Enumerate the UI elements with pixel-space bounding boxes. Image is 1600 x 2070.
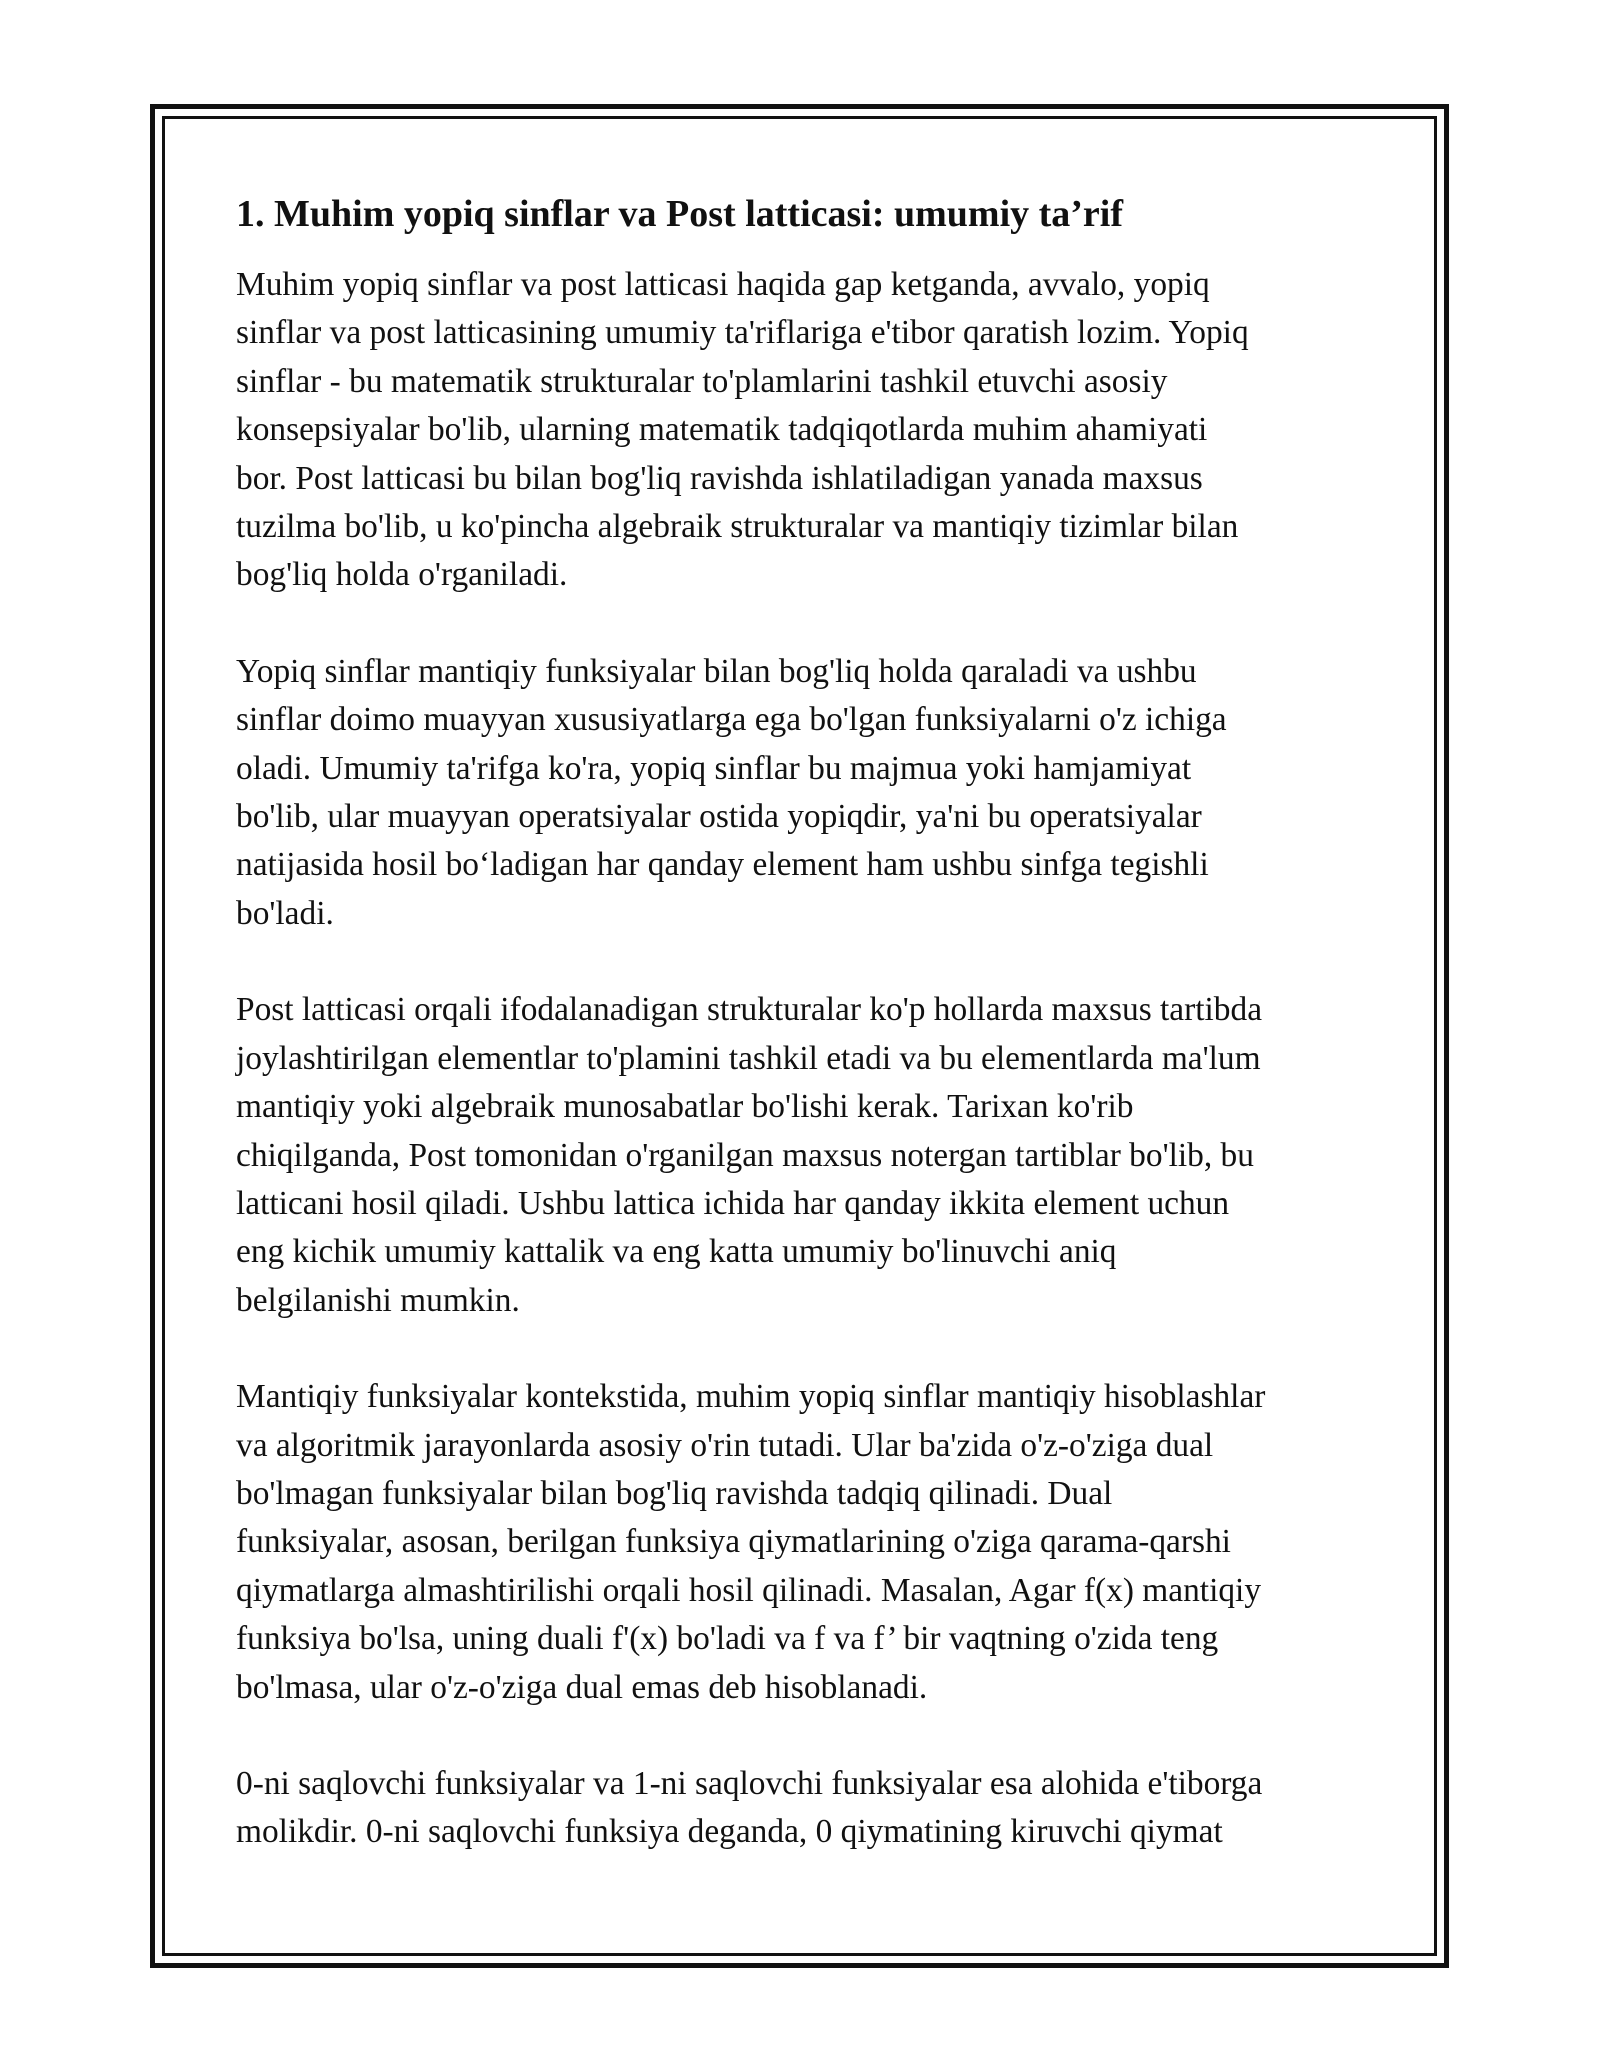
paragraph-5 xyxy=(236,1760,1376,1857)
text-line: joylashtirilgan elementlar to'plamini tashkil etadi va bu elementlarda ma'lum xyxy=(236,1039,1261,1077)
text-line: bog'liq holda o'rganiladi. xyxy=(236,556,568,594)
paragraph-2 xyxy=(236,648,1376,938)
text-line: molikdir. 0-ni saqlovchi funksiya deganda, 0 qiymatining kiruvchi qiymat xyxy=(236,1813,1223,1851)
text-line: konsepsiyalar bo'lib, ularning matematik tadqiqotlarda muhim ahamiyati xyxy=(236,411,1208,449)
text-line: Mantiqiy funksiyalar kontekstida, muhim yopiq sinflar mantiqiy hisoblashlar xyxy=(236,1378,1266,1416)
text-line: bo'lib, ular muayyan operatsiyalar ostida yopiqdir, ya'ni bu operatsiyalar xyxy=(236,798,1202,836)
text-line: Muhim yopiq sinflar va post latticasi haqida gap ketganda, avvalo, yopiq xyxy=(236,266,1210,303)
text-line: funksiyalar, asosan, berilgan funksiya qiymatlarining o'ziga qarama-qarshi xyxy=(236,1523,1231,1561)
paragraph-1 xyxy=(236,261,1376,600)
text-line: oladi. Umumiy ta'rifga ko'ra, yopiq sinflar bu majmua yoki hamjamiyat xyxy=(236,749,1192,787)
document-body xyxy=(236,183,1376,1905)
text-line: sinflar - bu matematik strukturalar to'plamlarini tashkil etuvchi asosiy xyxy=(236,362,1168,400)
text-line: natijasida hosil bo‘ladigan har qanday element ham ushbu sinfga tegishli xyxy=(236,846,1209,884)
text-line: Yopiq sinflar mantiqiy funksiyalar bilan bog'liq holda qaraladi va ushbu xyxy=(236,652,1197,690)
text-line: bor. Post latticasi bu bilan bog'liq ravishda ishlatiladigan yanada maxsus xyxy=(236,459,1203,497)
text-line: mantiqiy yoki algebraik munosabatlar bo'lishi kerak. Tarixan ko'rib xyxy=(236,1088,1134,1126)
section-heading: 1. Muhim yopiq sinflar va Post latticasi: umumiy ta’rif xyxy=(236,193,1124,235)
text-line: bo'ladi. xyxy=(236,894,334,932)
paragraph-3 xyxy=(236,986,1376,1325)
text-line: belgilanishi mumkin. xyxy=(236,1281,520,1319)
text-line: tuzilma bo'lib, u ko'pincha algebraik strukturalar va mantiqiy tizimlar bilan xyxy=(236,508,1239,546)
text-line: funksiya bo'lsa, uning duali f'(x) bo'ladi va f va f’ bir vaqtning o'zida teng xyxy=(236,1620,1219,1658)
text-line: eng kichik umumiy kattalik va eng katta umumiy bo'linuvchi aniq xyxy=(236,1233,1117,1271)
paragraph-4 xyxy=(236,1373,1376,1712)
text-line: chiqilganda, Post tomonidan o'rganilgan maxsus notergan tartiblar bo'lib, bu xyxy=(236,1136,1254,1174)
text-line: latticani hosil qiladi. Ushbu lattica ichida har qanday ikkita element uchun xyxy=(236,1184,1230,1222)
text-line: 0-ni saqlovchi funksiyalar va 1-ni saqlovchi funksiyalar esa alohida e'tiborga xyxy=(236,1764,1263,1802)
text-line: va algoritmik jarayonlarda asosiy o'rin tutadi. Ular ba'zida o'z-o'ziga dual xyxy=(236,1426,1214,1464)
text-line: bo'lmasa, ular o'z-o'ziga dual emas deb hisoblanadi. xyxy=(236,1668,928,1706)
text-line: qiymatlarga almashtirilishi orqali hosil qilinadi. Masalan, Agar f(x) mantiqiy xyxy=(236,1571,1262,1609)
text-line: Post latticasi orqali ifodalanadigan strukturalar ko'p hollarda maxsus tartibda xyxy=(236,991,1263,1029)
text-line: bo'lmagan funksiyalar bilan bog'liq ravishda tadqiq qilinadi. Dual xyxy=(236,1474,1113,1512)
text-line: sinflar va post latticasining umumiy ta'riflariga e'tibor qaratish lozim. Yopiq xyxy=(236,314,1249,352)
text-line: sinflar doimo muayyan xususiyatlarga ega bo'lgan funksiyalarni o'z ichiga xyxy=(236,701,1227,739)
